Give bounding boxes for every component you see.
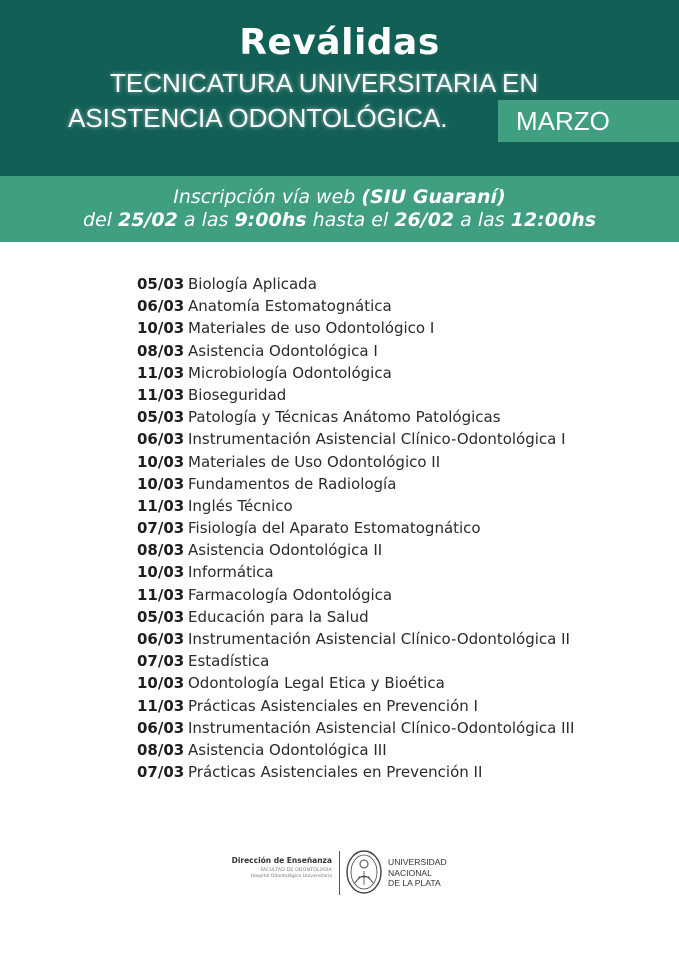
exam-row (137, 695, 574, 717)
exam-row (137, 295, 574, 317)
exam-row (137, 561, 574, 583)
university-line-3: DE LA PLATA (388, 878, 441, 888)
exam-row (137, 406, 574, 428)
exam-subject: Fisiología del Aparato Estomatognático (188, 519, 481, 538)
registration-system: (SIU Guaraní) (361, 186, 506, 208)
exam-row (137, 539, 574, 561)
exam-list (137, 273, 574, 783)
exam-row (137, 739, 574, 761)
exam-subject: Estadística (188, 652, 270, 671)
exam-subject: Materiales de uso Odontológico I (188, 319, 435, 338)
exam-subject: Bioseguridad (188, 385, 287, 404)
exam-subject: Odontología Legal Etica y Bioética (188, 674, 445, 693)
university-line-2: NACIONAL (388, 867, 432, 878)
text-del: del (82, 209, 119, 231)
exam-subject: Farmacología Odontológica (188, 585, 393, 604)
exam-date: 07/03 (137, 519, 185, 538)
exam-date: 11/03 (137, 496, 185, 515)
text-a-las: a las (454, 209, 511, 231)
exam-row (137, 340, 574, 362)
end-time: 12:00hs (510, 209, 597, 231)
registration-method: Inscripción vía web (173, 186, 362, 208)
exam-row (137, 672, 574, 694)
exam-date: 06/03 (137, 718, 185, 737)
exam-row (137, 473, 574, 495)
page-title: Reválidas (239, 22, 440, 63)
text-a-las: a las (177, 209, 235, 231)
exam-date: 05/03 (137, 607, 185, 626)
exam-row (137, 384, 574, 406)
text-hasta-el: hasta el (306, 209, 395, 231)
exam-date: 06/03 (137, 430, 185, 449)
exam-subject: Instrumentación Asistencial Clínico-Odontológica II (188, 630, 570, 648)
exam-row (137, 273, 574, 295)
exam-subject: Asistencia Odontológica I (188, 341, 378, 360)
exam-date: 10/03 (137, 674, 185, 693)
exam-date: 10/03 (137, 474, 185, 493)
exam-subject: Prácticas Asistenciales en Prevención I (188, 696, 478, 715)
exam-date: 10/03 (137, 319, 185, 338)
exam-row (137, 650, 574, 672)
exam-date: 05/03 (137, 275, 185, 293)
exam-date: 11/03 (137, 363, 185, 382)
university-seal-icon (345, 849, 383, 895)
registration-band (0, 176, 679, 242)
registration-line-1 (0, 186, 679, 208)
start-date: 25/02 (118, 209, 178, 231)
exam-date: 08/03 (137, 341, 185, 360)
exam-subject: Asistencia Odontológica II (188, 541, 383, 560)
exam-subject: Microbiología Odontológica (188, 363, 392, 382)
faculty-name: FACULTAD DE ODONTOLOGÍA (260, 868, 332, 873)
exam-row (137, 362, 574, 384)
exam-subject: Prácticas Asistenciales en Prevención II (188, 763, 483, 782)
department-block (230, 856, 332, 879)
exam-subject: Inglés Técnico (188, 496, 293, 515)
subtitle-line-1: TECNICATURA UNIVERSITARIA EN (110, 68, 539, 98)
exam-row (137, 717, 574, 739)
exam-row (137, 428, 574, 450)
exam-subject: Patología y Técnicas Anátomo Patológicas (188, 408, 501, 427)
exam-date: 10/03 (137, 452, 185, 471)
exam-row (137, 628, 574, 650)
exam-date: 06/03 (137, 630, 185, 648)
exam-date: 11/03 (137, 696, 185, 715)
exam-subject: Educación para la Salud (188, 607, 369, 626)
exam-date: 08/03 (137, 541, 185, 560)
exam-subject: Instrumentación Asistencial Clínico-Odontológica I (188, 430, 566, 449)
exam-row (137, 451, 574, 473)
exam-date: 11/03 (137, 585, 185, 604)
registration-line-2 (0, 209, 679, 231)
header-banner (0, 0, 679, 176)
hospital-name: Hospital Odontológico Universitario (250, 874, 332, 879)
exam-date: 10/03 (137, 563, 185, 582)
exam-subject: Instrumentación Asistencial Clínico-Odontológica III (188, 718, 575, 737)
exam-subject: Biología Aplicada (188, 275, 317, 293)
exam-date: 06/03 (137, 297, 185, 316)
exam-subject: Informática (188, 563, 274, 582)
exam-row (137, 317, 574, 339)
exam-row (137, 495, 574, 517)
exam-row (137, 584, 574, 606)
exam-subject: Asistencia Odontológica III (188, 740, 387, 759)
exam-date: 11/03 (137, 385, 185, 404)
exam-date: 07/03 (137, 763, 185, 782)
exam-row (137, 606, 574, 628)
exam-date: 07/03 (137, 652, 185, 671)
end-date: 26/02 (394, 209, 455, 231)
exam-date: 05/03 (137, 408, 185, 427)
university-line-1: UNIVERSIDAD (388, 857, 447, 867)
footer-divider (339, 851, 340, 895)
exam-subject: Anatomía Estomatognática (188, 297, 392, 316)
exam-date: 08/03 (137, 740, 185, 759)
university-name (388, 857, 447, 889)
exam-row (137, 517, 574, 539)
month-badge: MARZO (498, 100, 679, 142)
department-name: Dirección de Enseñanza (231, 856, 332, 865)
start-time: 9:00hs (234, 209, 307, 231)
exam-row (137, 761, 574, 783)
exam-subject: Fundamentos de Radiología (188, 474, 397, 493)
subtitle-line-2: ASISTENCIA ODONTOLÓGICA. (68, 103, 448, 133)
exam-subject: Materiales de Uso Odontológico II (188, 452, 441, 471)
